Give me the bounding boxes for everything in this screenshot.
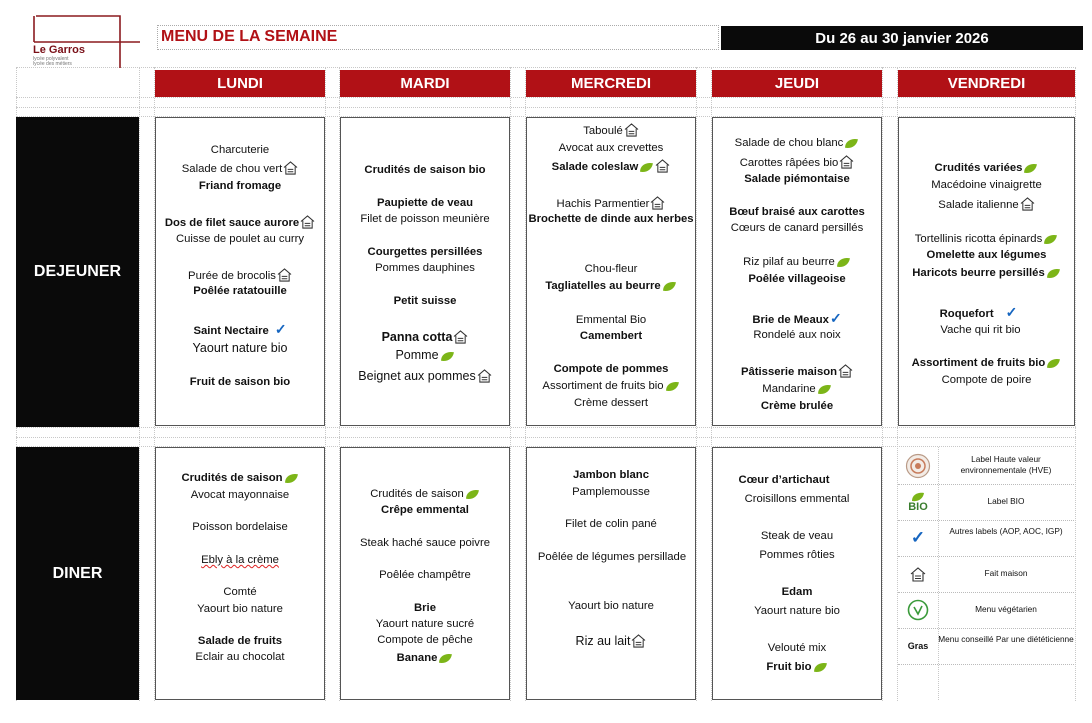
legend-row-other-labels	[898, 520, 1074, 557]
menu-item: Courgettes persillées	[367, 246, 483, 258]
menu-item: Ebly à la crème	[201, 554, 279, 566]
menu-item: Salade italienne	[899, 197, 1074, 215]
menu-item: Purée de brocolis	[156, 268, 324, 286]
menu-item: Mandarine	[713, 382, 881, 399]
menu-item: Pomme	[341, 348, 509, 365]
day-header-lundi: LUNDI	[155, 70, 325, 97]
menu-item: Brie	[414, 602, 436, 614]
grid-line	[510, 67, 511, 701]
bio-leaf-icon	[817, 384, 832, 399]
menu-item: Paupiette de veau	[376, 197, 474, 209]
menu-item: Filet de colin pané	[565, 518, 657, 530]
menu-item: Tortellinis ricotta épinards	[899, 232, 1074, 249]
lunch-box-vendredi	[898, 117, 1075, 426]
legend-label: Label BIO	[987, 496, 1025, 506]
menu-item: Brochette de dinde aux herbes	[528, 213, 694, 225]
legend-row-vegetarian	[898, 592, 1074, 629]
menu-item: Crudités de saison	[341, 487, 509, 504]
menu-item: Crudités de saison bio	[364, 164, 486, 176]
grid-line	[882, 67, 883, 701]
menu-item: Steak haché sauce poivre	[360, 537, 490, 549]
menu-item: Salade de chou vert	[156, 161, 324, 179]
homemade-icon	[283, 161, 298, 179]
day-header-vendredi: VENDREDI	[898, 70, 1075, 97]
bio-leaf-icon	[813, 662, 828, 677]
logo-tagline: lycée polyvalent lycée des métiers	[33, 56, 72, 67]
page-title: MENU DE LA SEMAINE	[161, 28, 338, 45]
hve-badge-icon	[898, 447, 938, 484]
homemade-icon	[655, 159, 670, 177]
grid-line	[16, 427, 1076, 428]
menu-item: Salade de fruits	[197, 635, 283, 647]
meal-label-diner: DINER	[16, 447, 139, 700]
menu-item: Filet de poisson meunière	[360, 213, 490, 225]
bold-text-icon: Gras	[907, 641, 929, 651]
menu-item: Salade de chou blanc	[713, 136, 881, 153]
menu-item: Charcuterie	[210, 144, 270, 156]
menu-item: Banane	[341, 651, 509, 668]
menu-item: Compote de pêche	[377, 634, 473, 646]
grid-line	[1075, 67, 1076, 701]
menu-item: Jambon blanc	[573, 469, 649, 481]
menu-item: Taboulé	[527, 123, 695, 141]
menu-item: Compote de poire	[941, 374, 1032, 386]
menu-item: Cœur d’artichaut	[738, 474, 830, 486]
menu-item: Saint Nectaire ✓	[193, 321, 287, 337]
homemade-icon	[300, 215, 315, 233]
bio-leaf-icon	[836, 257, 851, 272]
menu-item: Macédoine vinaigrette	[931, 179, 1042, 191]
menu-item: Crêpe emmental	[381, 504, 469, 516]
menu-item: Haricots beurre persillés	[899, 266, 1074, 283]
menu-item: Pâtisserie maison	[713, 364, 881, 382]
menu-item: Salade coleslaw	[527, 159, 695, 177]
checkmark-icon: ✓	[1005, 304, 1018, 320]
menu-item: Omelette aux légumes	[926, 249, 1047, 261]
homemade-icon	[477, 369, 492, 386]
menu-item: Friand fromage	[198, 180, 282, 192]
lunch-box-lundi	[155, 117, 325, 426]
menu-item: Cuisse de poulet au curry	[175, 233, 305, 245]
menu-item: Riz au lait	[527, 634, 695, 651]
bio-leaf-icon	[440, 351, 455, 365]
menu-item: Crème dessert	[573, 397, 649, 409]
menu-item: Eclair au chocolat	[195, 651, 285, 663]
menu-item: Beignet aux pommes	[341, 369, 509, 386]
menu-item: Assortiment de fruits bio	[527, 379, 695, 396]
bio-leaf-icon	[438, 653, 453, 668]
bio-leaf-icon	[844, 138, 859, 153]
legend-label: Menu conseillé Par une diététicienne	[938, 634, 1074, 644]
homemade-icon	[453, 330, 468, 347]
homemade-icon	[624, 123, 639, 141]
homemade-icon	[631, 634, 646, 651]
date-range-banner: Du 26 au 30 janvier 2026	[721, 26, 1083, 50]
menu-item: Carottes râpées bio	[713, 155, 881, 173]
menu-item: Yaourt bio nature	[568, 600, 654, 612]
bio-leaf-icon	[284, 473, 299, 488]
menu-item: Crème brulée	[760, 400, 834, 412]
menu-item: Dos de filet sauce aurore	[156, 215, 324, 233]
menu-item: Yaourt nature bio	[192, 341, 288, 355]
menu-item: Pommes rôties	[759, 549, 835, 561]
menu-item: Crudités variées	[899, 161, 1074, 178]
legend-label: Menu végétarien	[975, 604, 1037, 614]
legend-row-hve	[898, 447, 1074, 485]
grid-line	[16, 67, 1076, 68]
menu-item: Avocat mayonnaise	[190, 489, 290, 501]
bio-leaf-icon	[1046, 268, 1061, 283]
menu-item: Petit suisse	[393, 295, 457, 307]
legend-row-homemade	[898, 556, 1074, 593]
grid-line	[696, 67, 697, 701]
menu-item: Edam	[781, 586, 813, 598]
bio-label-icon: BIO	[898, 484, 938, 520]
grid-line	[16, 107, 1076, 108]
menu-item: Poisson bordelaise	[192, 521, 288, 533]
menu-item: Rondelé aux noix	[753, 329, 841, 341]
bio-leaf-icon	[465, 489, 480, 504]
dinner-box-mercredi	[526, 447, 696, 700]
dinner-box-mardi	[340, 447, 510, 700]
lunch-box-mercredi	[526, 117, 696, 426]
dinner-box-lundi	[155, 447, 325, 700]
menu-item: Velouté mix	[767, 642, 827, 654]
bio-leaf-icon	[639, 162, 654, 177]
menu-item: Yaourt nature bio	[754, 605, 840, 617]
legend-row-dietitian	[898, 628, 1074, 665]
homemade-icon	[838, 364, 853, 382]
vegetarian-icon	[898, 592, 938, 628]
menu-item: Pommes dauphines	[375, 262, 475, 274]
menu-item: Yaourt bio nature	[197, 603, 283, 615]
legend-label: Fait maison	[984, 568, 1028, 578]
grid-line	[325, 67, 326, 701]
menu-item: Vache qui rit bio	[940, 324, 1021, 336]
grid-line	[16, 437, 1076, 438]
menu-item: Bœuf braisé aux carottes	[729, 206, 865, 218]
menu-item: Salade piémontaise	[744, 173, 850, 185]
menu-item: Avocat aux crevettes	[558, 142, 664, 154]
bio-leaf-icon	[1046, 358, 1061, 373]
bio-leaf-icon	[1023, 163, 1038, 178]
menu-item: Tagliatelles au beurre	[527, 279, 695, 296]
menu-item: Croisillons emmental	[744, 493, 850, 505]
checkmark-icon: ✓	[910, 528, 926, 547]
checkmark-icon: ✓	[829, 310, 842, 326]
menu-item: Pamplemousse	[572, 486, 650, 498]
day-header-jeudi: JEUDI	[712, 70, 882, 97]
menu-item: Crudités de saison	[156, 471, 324, 488]
homemade-icon	[839, 155, 854, 173]
menu-item: Riz pilaf au beurre	[713, 255, 881, 272]
grid-line	[16, 97, 1076, 98]
bio-leaf-icon	[1043, 234, 1058, 249]
menu-item: Roquefort ✓	[939, 304, 1018, 320]
menu-item: Steak de veau	[760, 530, 834, 542]
day-header-mercredi: MERCREDI	[526, 70, 696, 97]
lunch-box-jeudi	[712, 117, 882, 426]
menu-item: Poêlée ratatouille	[193, 285, 287, 297]
menu-item: Hachis Parmentier	[527, 196, 695, 214]
menu-item: Fruit de saison bio	[189, 376, 291, 388]
menu-item: Comté	[223, 586, 257, 598]
homemade-icon	[1020, 197, 1035, 215]
grid-line	[139, 67, 140, 701]
bio-leaf-icon	[662, 281, 677, 296]
menu-item: Poêlée champêtre	[379, 569, 471, 581]
meal-label-dejeuner: DEJEUNER	[16, 117, 139, 427]
legend-label: Label Haute valeur environnementale (HVE)	[960, 454, 1052, 475]
house-icon	[898, 556, 938, 592]
checkmark-icon: ✓	[274, 321, 287, 337]
menu-item: Poêlée villageoise	[748, 273, 846, 285]
legend-row-bio	[898, 484, 1074, 521]
logo-name: Le Garros	[33, 44, 85, 56]
dinner-box-jeudi	[712, 447, 882, 700]
menu-item: Compote de pommes	[553, 363, 669, 375]
menu-item: Yaourt nature sucré	[375, 618, 475, 630]
bio-leaf-icon	[665, 381, 680, 396]
legend-label: Autres labels (AOP, AOC, IGP)	[949, 526, 1063, 536]
menu-item: Cœurs de canard persillés	[730, 222, 864, 234]
day-header-mardi: MARDI	[340, 70, 510, 97]
menu-item: Camembert	[579, 330, 643, 342]
menu-item: Panna cotta	[341, 330, 509, 347]
menu-item: Emmental Bio	[575, 314, 647, 326]
menu-item: Assortiment de fruits bio	[899, 356, 1074, 373]
menu-item: Fruit bio	[713, 660, 881, 677]
lunch-box-mardi	[340, 117, 510, 426]
menu-item: Chou-fleur	[584, 263, 638, 275]
menu-item: Poêlée de légumes persillade	[537, 551, 687, 563]
menu-item: Brie de Meaux✓	[752, 310, 842, 326]
